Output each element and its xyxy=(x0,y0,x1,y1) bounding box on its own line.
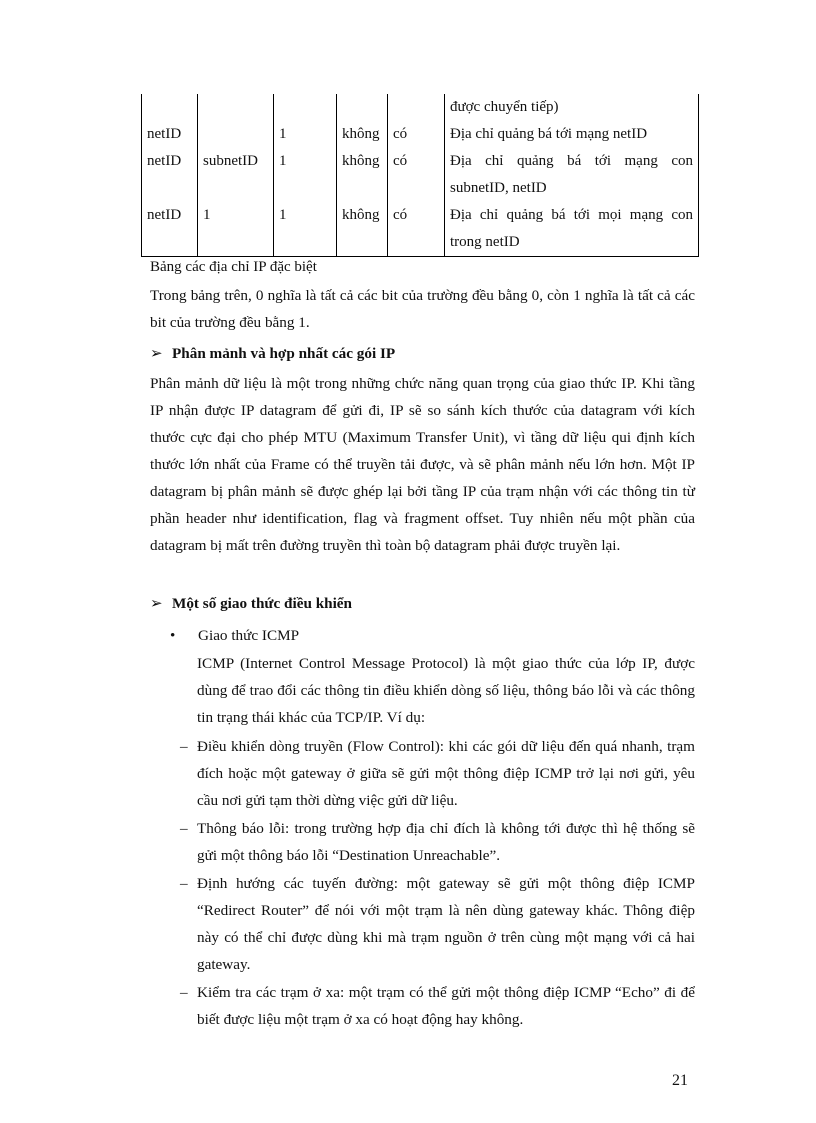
table-cell: netID xyxy=(142,202,198,257)
section-title: Phân mảnh và hợp nhất các gói IP xyxy=(172,345,396,362)
cell-line: subnetID, netID xyxy=(450,180,547,196)
bullet-dot-icon: • xyxy=(170,627,176,644)
list-item xyxy=(180,733,695,814)
dash-icon: – xyxy=(180,984,188,1001)
page-number: 21 xyxy=(672,1072,688,1089)
special-ip-table xyxy=(141,94,699,257)
table-cell: Địa chỉ quảng bá tới mạng netID xyxy=(445,121,699,148)
table-cell: không xyxy=(337,121,388,148)
cell-line: Địa chỉ quảng bá tới mọi mạng con xyxy=(450,207,693,223)
list-item xyxy=(180,870,695,978)
table-cell: 1 xyxy=(274,148,337,202)
table-row xyxy=(142,121,699,148)
table-cell: 1 xyxy=(274,121,337,148)
list-item-text: Điều khiển dòng truyền (Flow Control): khi các gói dữ liệu đến quá nhanh, trạm đích hoặc một gateway ở giữa sẽ gửi một thông điệp ICMP trở lại nơi gửi, yêu cầu nơi gửi tạm thời dừng việc gửi dữ liệu. xyxy=(197,738,695,809)
table-cell xyxy=(142,94,198,121)
table-cell xyxy=(445,148,699,202)
table-cell: netID xyxy=(142,121,198,148)
table-row xyxy=(142,202,699,257)
table-cell: được chuyển tiếp) xyxy=(445,94,699,121)
table-cell xyxy=(198,121,274,148)
table-caption: Bảng các địa chỉ IP đặc biệt xyxy=(150,259,317,275)
table-row xyxy=(142,94,699,121)
table-cell xyxy=(274,94,337,121)
dash-icon: – xyxy=(180,738,188,755)
table-cell: 1 xyxy=(198,202,274,257)
table-cell: có xyxy=(388,148,445,202)
cell-line: Địa chỉ quảng bá tới mạng con xyxy=(450,153,693,169)
arrow-bullet-icon: ➢ xyxy=(150,595,163,612)
table-cell xyxy=(337,94,388,121)
list-item xyxy=(180,979,695,1033)
table-cell: không xyxy=(337,202,388,257)
fragmentation-paragraph: Phân mảnh dữ liệu là một trong những chức năng quan trọng của giao thức IP. Khi tầng IP nhận được IP datagram để gửi đi, IP sẽ so sánh kích thước của datagram với kích thước cực đại cho phép MTU (Maximum Transfer Unit), vì tầng dữ liệu qui định kích thước lớn nhất của Frame có thể truyền tải được, và sẽ phân mảnh nếu lớn hơn. Một IP datagram bị phân mảnh sẽ được ghép lại bởi tầng IP của trạm nhận với các thông tin từ phần header như identification, flag và fragment offset. Tuy nhiên nếu một phần của datagram bị mất trên đường truyền thì toàn bộ datagram phải được truyền lại. xyxy=(150,375,695,554)
table-cell: subnetID xyxy=(198,148,274,202)
table-note: Trong bảng trên, 0 nghĩa là tất cả các bit của trường đều bằng 0, còn 1 nghĩa là tất cả các bit của trường đều bằng 1. xyxy=(150,287,695,331)
dash-icon: – xyxy=(180,875,188,892)
list-item-text: Kiểm tra các trạm ở xa: một trạm có thể gửi một thông điệp ICMP “Echo” đi để biết được liệu một trạm ở xa có hoạt động hay không. xyxy=(197,984,695,1028)
section-heading-fragmentation xyxy=(150,344,395,363)
icmp-paragraph: ICMP (Internet Control Message Protocol) là một giao thức của lớp IP, được dùng để trao đổi các thông tin điều khiển dòng số liệu, thông báo lỗi và các thông tin trạng thái khác của TCP/IP. Ví dụ: xyxy=(197,655,695,726)
table-row xyxy=(142,148,699,202)
table-cell: có xyxy=(388,202,445,257)
cell-line: trong netID xyxy=(450,234,520,250)
table-cell xyxy=(445,202,699,257)
table-cell xyxy=(198,94,274,121)
list-item xyxy=(180,815,695,869)
section-heading-control-protocols xyxy=(150,594,352,613)
table-cell: 1 xyxy=(274,202,337,257)
bullet-label: Giao thức ICMP xyxy=(198,627,300,644)
section-title: Một số giao thức điều khiển xyxy=(172,595,352,612)
table-cell xyxy=(388,94,445,121)
table-cell: không xyxy=(337,148,388,202)
table-cell: có xyxy=(388,121,445,148)
table-cell: netID xyxy=(142,148,198,202)
arrow-bullet-icon: ➢ xyxy=(150,345,163,362)
list-item-text: Thông báo lỗi: trong trường hợp địa chỉ đích là không tới được thì hệ thống sẽ gửi một thông báo lỗi “Destination Unreachable”. xyxy=(197,820,695,864)
dash-icon: – xyxy=(180,820,188,837)
bullet-icmp xyxy=(170,627,299,645)
list-item-text: Định hướng các tuyến đường: một gateway sẽ gửi một thông điệp ICMP “Redirect Router” để nói với một trạm là nên dùng gateway khác. Thông điệp này có thể chỉ được dùng khi mà trạm nguồn ở trên cùng một mạng với cả hai gateway. xyxy=(197,875,695,973)
